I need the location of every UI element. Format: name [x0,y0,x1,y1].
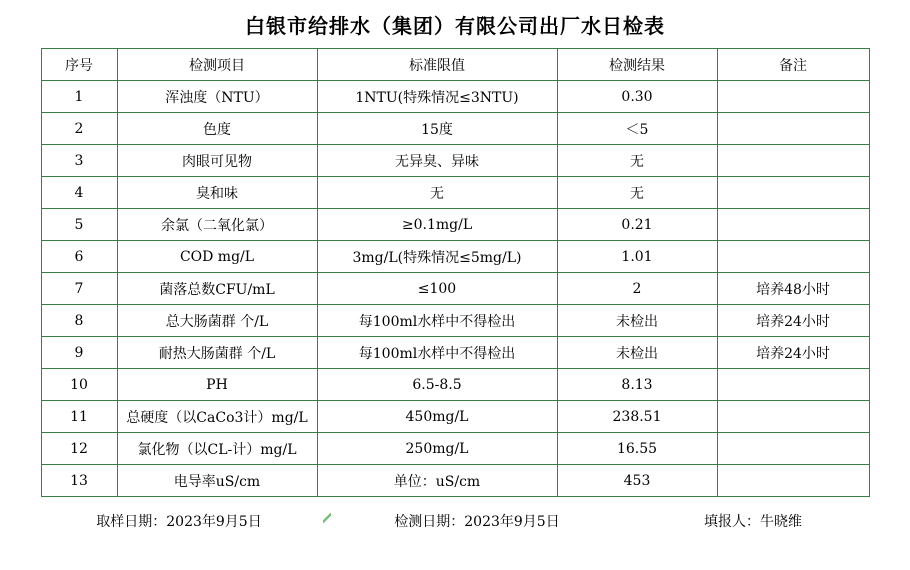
table-header [41,49,869,81]
cell-standard: 单位：uS/cm [317,465,557,497]
cell-standard: ≥0.1mg/L [317,209,557,241]
cell-item: 菌落总数CFU/mL [117,273,317,305]
cell-no: 11 [41,401,117,433]
cell-item: 色度 [117,113,317,145]
cell-note [717,81,869,113]
cell-item: 总硬度（以CaCo3计）mg/L [117,401,317,433]
water-quality-table [41,48,870,497]
cell-standard: 每100ml水样中不得检出 [317,305,557,337]
cell-result: 未检出 [557,337,717,369]
cell-no: 2 [41,113,117,145]
cell-result: 238.51 [557,401,717,433]
table-row [41,145,869,177]
cell-standard: 1NTU(特殊情况≤3NTU) [317,81,557,113]
table-row [41,305,869,337]
cell-no: 1 [41,81,117,113]
cell-no: 5 [41,209,117,241]
cell-note [717,401,869,433]
cell-result: 0.21 [557,209,717,241]
cell-standard: 450mg/L [317,401,557,433]
table-row [41,465,869,497]
cell-item: COD mg/L [117,241,317,273]
cell-result: 8.13 [557,369,717,401]
cell-standard: 无异臭、异味 [317,145,557,177]
cell-standard: 3mg/L(特殊情况≤5mg/L) [317,241,557,273]
cell-note: 培养24小时 [717,305,869,337]
reporter: 填报人：牛晓维 [704,514,802,530]
cell-note [717,113,869,145]
column-header-result: 检测结果 [557,49,717,81]
table-row [41,401,869,433]
table-row [41,273,869,305]
cell-standard: 250mg/L [317,433,557,465]
table-body [41,81,869,497]
cell-item: 耐热大肠菌群 个/L [117,337,317,369]
cell-result: 16.55 [557,433,717,465]
cell-note [717,209,869,241]
green-mark-artifact [323,513,331,523]
cell-item: 臭和味 [117,177,317,209]
cell-result: 2 [557,273,717,305]
cell-note [717,369,869,401]
cell-no: 10 [41,369,117,401]
testing-date: 检测日期：2023年9月5日 [394,514,560,530]
cell-no: 9 [41,337,117,369]
cell-note [717,465,869,497]
cell-no: 12 [41,433,117,465]
cell-item: 浑浊度（NTU） [117,81,317,113]
cell-result: 无 [557,177,717,209]
cell-result: ＜5 [557,113,717,145]
cell-note [717,433,869,465]
cell-item: 余氯（二氧化氯） [117,209,317,241]
cell-no: 4 [41,177,117,209]
cell-standard: 15度 [317,113,557,145]
cell-note [717,145,869,177]
cell-standard: 无 [317,177,557,209]
page-title: 白银市给排水（集团）有限公司出厂水日检表 [245,14,665,38]
footer [41,497,869,531]
table-row [41,113,869,145]
cell-standard: 每100ml水样中不得检出 [317,337,557,369]
cell-no: 6 [41,241,117,273]
cell-result: 453 [557,465,717,497]
table-row [41,177,869,209]
table-row [41,209,869,241]
table-row [41,81,869,113]
cell-result: 无 [557,145,717,177]
cell-item: 总大肠菌群 个/L [117,305,317,337]
column-header-standard: 标准限值 [317,49,557,81]
cell-note [717,177,869,209]
cell-item: 氯化物（以CL-计）mg/L [117,433,317,465]
cell-item: PH [117,369,317,401]
table-row [41,369,869,401]
column-header-item: 检测项目 [117,49,317,81]
table-row [41,241,869,273]
column-header-note: 备注 [717,49,869,81]
cell-no: 7 [41,273,117,305]
cell-result: 1.01 [557,241,717,273]
table-row [41,433,869,465]
cell-no: 13 [41,465,117,497]
column-header-no: 序号 [41,49,117,81]
table-row [41,337,869,369]
cell-item: 肉眼可见物 [117,145,317,177]
table-header-row [41,49,869,81]
cell-note [717,241,869,273]
cell-item: 电导率uS/cm [117,465,317,497]
cell-note: 培养24小时 [717,337,869,369]
cell-no: 3 [41,145,117,177]
cell-no: 8 [41,305,117,337]
cell-standard: 6.5-8.5 [317,369,557,401]
sampling-date: 取样日期：2023年9月5日 [96,514,262,530]
cell-note: 培养48小时 [717,273,869,305]
cell-result: 0.30 [557,81,717,113]
cell-result: 未检出 [557,305,717,337]
cell-standard: ≤100 [317,273,557,305]
